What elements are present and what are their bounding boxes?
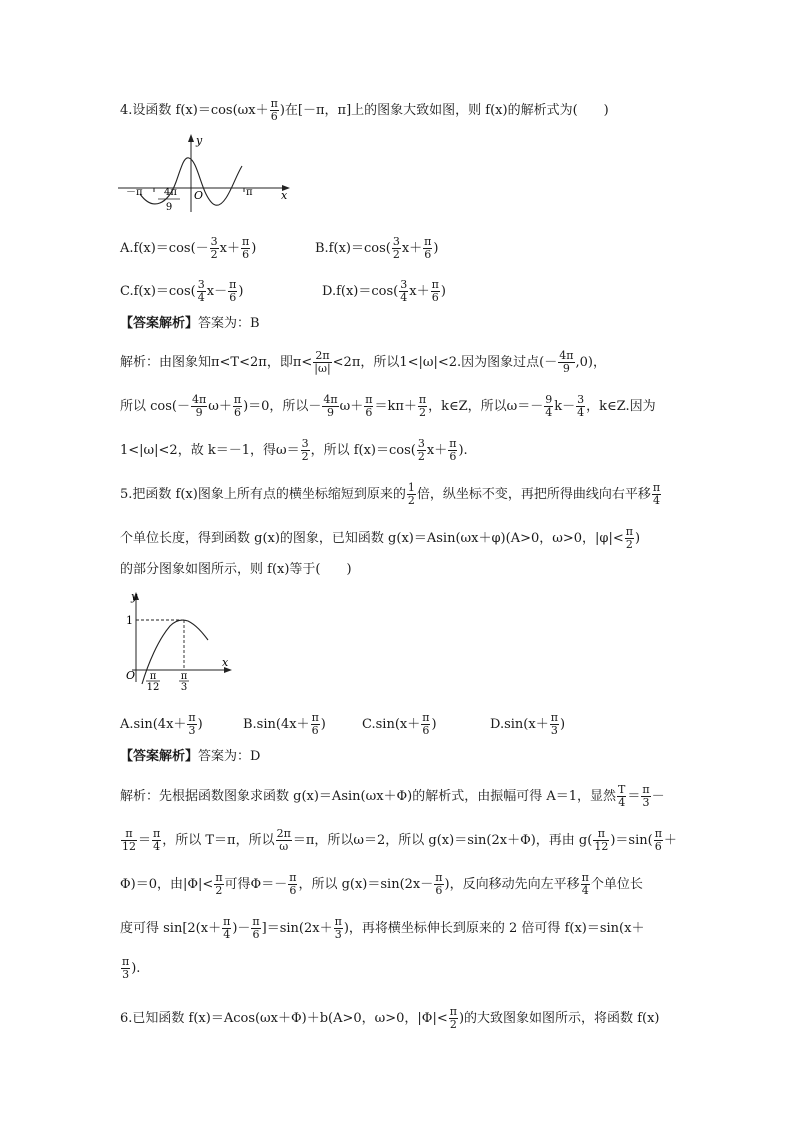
tick-4pi9-num: 4π	[164, 187, 177, 198]
problem-5-solution-line-2: $\frac{\pi}{12}$ ＝ $\frac{\pi}{4}$ ，所以 T＝π，所以 $\frac{2\pi}{\omega}$ ＝π，所以ω＝2，所以 g(x)＝sin(2x＋Φ)，再由 g( $\frac{\pi}{12}$ )＝sin( $\frac{\pi}{6}$ ＋	[122, 827, 677, 853]
y-axis-label: y	[196, 134, 203, 147]
x-axis-label: x	[281, 189, 288, 202]
problem-5-graph	[118, 586, 238, 693]
problem-5-solution-line-3: Φ)＝0，由|Φ|< $\frac{\pi}{2}$ 可得Φ＝－ $\frac{\pi}{6}$ ，所以 g(x)＝sin(2x－ $\frac{\pi}{6}$ )，反向移动先向左平移 $\frac{\pi}{4}$ 个单位长	[120, 871, 643, 897]
problem-5-solution-line-4: 度可得 sin[2(x＋ $\frac{\pi}{4}$ )－ $\frac{\pi}{6}$ ]＝sin(2x＋ $\frac{\pi}{3}$ )，再将横坐标伸长到原来的 2 倍可得 f(x)＝sin(x＋	[120, 915, 645, 941]
tick-1: 1	[126, 614, 133, 627]
tick-pi3-den: 3	[180, 682, 188, 693]
problem-4-solution-line-2: 所以 cos(－ $\frac{4\pi}{9}$ ω＋ $\frac{\pi}{6}$ )＝0，所以－ $\frac{4\pi}{9}$ ω＋ $\frac{\pi}{6}$ ＝kπ＋ $\frac{\pi}{2}$ ，k∈Z，所以ω＝－ $\frac{9}{4}$ k－ $\frac{3}{4}$ ，k∈Z.因为	[120, 393, 656, 419]
tick-pi12-den: 12	[146, 682, 160, 693]
problem-4-option-b: B.f(x)＝cos( $\frac{3}{2}$ x＋ $\frac{\pi}{6}$ )	[315, 235, 439, 261]
problem-4-solution-line-3: 1<|ω|<2，故 k＝－1，得ω＝ $\frac{3}{2}$ ，所以 f(x)＝cos( $\frac{3}{2}$ x＋ $\frac{\pi}{6}$ ).	[120, 437, 468, 463]
tick-pi3-num: π	[180, 671, 188, 682]
problem-5-solution-line-1: 解析：先根据函数图象求函数 g(x)＝Asin(ωx＋Φ)的解析式，由振幅可得 A＝1，显然 $\frac{T}{4}$ ＝ $\frac{\pi}{3}$ －	[120, 783, 665, 809]
problem-5-option-b: B.sin(4x＋ $\frac{\pi}{6}$ )	[243, 711, 326, 737]
problem-5-solution-line-5: $\frac{\pi}{3}$ ).	[122, 955, 141, 981]
problem-4-option-a: A.f(x)＝cos(－ $\frac{3}{2}$ x＋ $\frac{\pi}{6}$ )	[120, 235, 257, 261]
problem-5-option-d: D.sin(x＋ $\frac{\pi}{3}$ )	[490, 711, 566, 737]
origin-label: O	[126, 669, 136, 682]
problem-4-solution-line-1: 解析：由图象知π<T<2π，即π< $\frac{2\pi}{|\omega|}$ <2π，所以1<|ω|<2.因为图象过点(－ $\frac{4\pi}{9}$ ,0)，	[120, 349, 606, 375]
problem-4-option-c: C.f(x)＝cos( $\frac{3}{4}$ x－ $\frac{\pi}{6}$ )	[120, 278, 244, 304]
problem-4-answer: 【答案解析】答案为：B	[120, 316, 260, 331]
y-axis-label: y	[131, 590, 138, 603]
problem-5-stem-line-3: 的部分图象如图所示，则 f(x)等于( )	[120, 562, 352, 577]
problem-6-stem-line-1: 6.已知函数 f(x)＝Acos(ωx＋Φ)＋b(A>0，ω>0，|Φ|< $\frac{\pi}{2}$ )的大致图象如图所示，将函数 f(x)	[120, 1005, 660, 1031]
tick-pi: π	[246, 187, 253, 198]
problem-4-stem: 4.设函数 f(x)＝cos(ωx＋ $\frac{\pi}{6}$ )在[－π，π]上的图象大致如图，则 f(x)的解析式为( )	[120, 97, 609, 123]
problem-5-option-a: A.sin(4x＋ $\frac{\pi}{3}$ )	[120, 711, 203, 737]
origin-label: O	[194, 189, 204, 202]
tick-neg-pi: －π	[126, 187, 143, 198]
problem-4-option-d: D.f(x)＝cos( $\frac{3}{4}$ x＋ $\frac{\pi}{6}$ )	[322, 278, 446, 304]
problem-5-stem-line-1: 5.把函数 f(x)图象上所有点的横坐标缩短到原来的 $\frac{1}{2}$ 倍，纵坐标不变，再把所得曲线向右平移 $\frac{\pi}{4}$	[120, 481, 661, 507]
problem-5-stem-line-2: 个单位长度，得到函数 g(x)的图象，已知函数 g(x)＝Asin(ωx＋φ)(A>0，ω>0，|φ|< $\frac{\pi}{2}$ )	[120, 525, 641, 551]
problem-5-answer: 【答案解析】答案为：D	[120, 749, 261, 764]
x-axis-label: x	[222, 656, 229, 669]
tick-pi12-num: π	[149, 671, 157, 682]
problem-4-graph	[118, 132, 298, 216]
tick-4pi9-den: 9	[165, 202, 173, 213]
problem-5-option-c: C.sin(x＋ $\frac{\pi}{6}$ )	[362, 711, 437, 737]
